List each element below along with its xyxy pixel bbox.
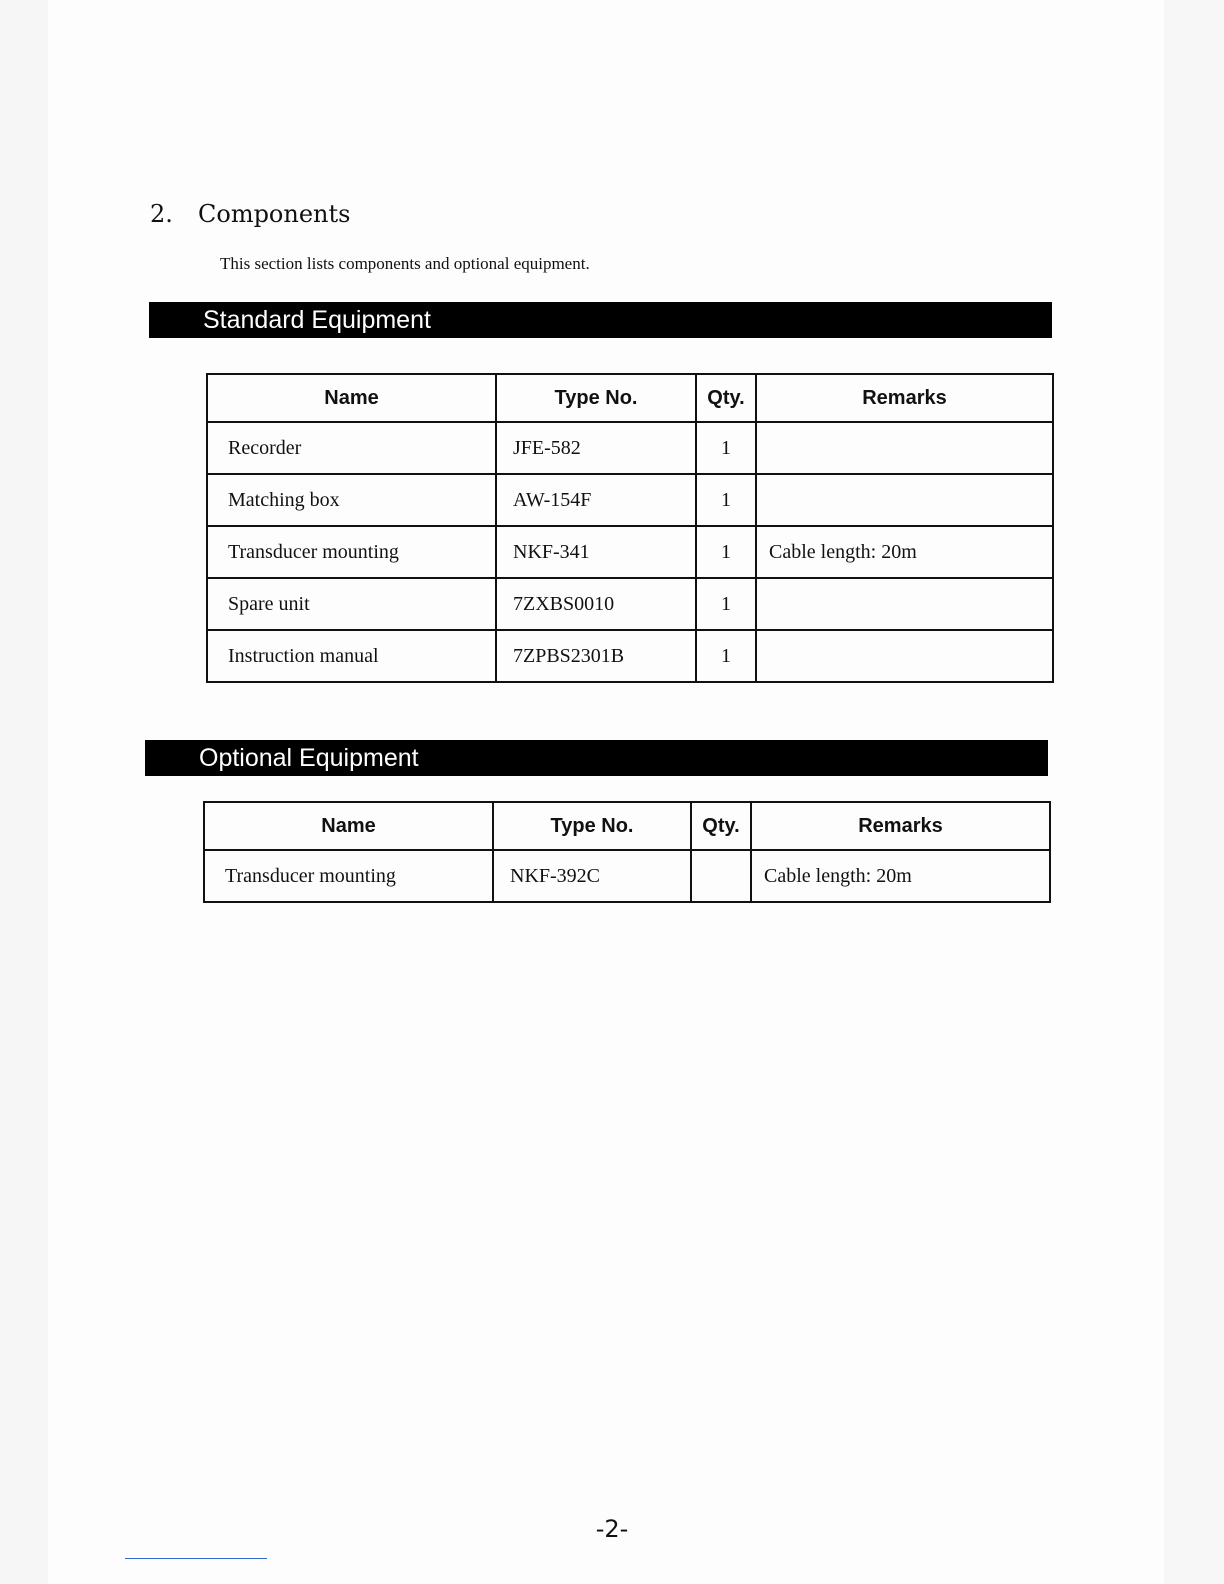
table-row [207,630,1053,682]
column-header-name: Name [204,802,493,850]
standard-equipment-title: Standard Equipment [203,306,431,334]
table-header-row [207,374,1053,422]
cell-name: Matching box [207,474,496,526]
cell-name: Recorder [207,422,496,474]
cell-type-no: JFE-582 [496,422,696,474]
cell-name: Transducer mounting [204,850,493,902]
table-row [207,578,1053,630]
bottom-rule [125,1558,267,1559]
column-header-qty: Qty. [696,374,756,422]
cell-name: Instruction manual [207,630,496,682]
page-right-edge [1164,0,1224,1584]
section-heading [150,200,350,228]
standard-equipment-table [206,373,1054,683]
cell-name: Transducer mounting [207,526,496,578]
section-number: 2. [150,200,173,228]
page-left-edge [0,0,48,1584]
cell-qty: 1 [696,630,756,682]
cell-type-no: 7ZXBS0010 [496,578,696,630]
cell-type-no: NKF-392C [493,850,691,902]
cell-qty: 1 [696,474,756,526]
optional-equipment-title: Optional Equipment [199,744,419,772]
table-row [207,474,1053,526]
cell-remarks: Cable length: 20m [751,850,1050,902]
cell-type-no: 7ZPBS2301B [496,630,696,682]
section-title: Components [198,200,351,228]
optional-equipment-banner [145,740,1048,776]
column-header-remarks: Remarks [756,374,1053,422]
cell-remarks [756,422,1053,474]
column-header-name: Name [207,374,496,422]
cell-remarks [756,630,1053,682]
optional-equipment-table [203,801,1051,903]
column-header-remarks: Remarks [751,802,1050,850]
cell-remarks [756,578,1053,630]
cell-qty: 1 [696,578,756,630]
standard-equipment-banner [149,302,1052,338]
section-intro: This section lists components and optional equipment. [220,254,590,273]
cell-qty: 1 [696,422,756,474]
page-number: -2- [595,1515,629,1543]
cell-name: Spare unit [207,578,496,630]
cell-qty [691,850,751,902]
table-header-row [204,802,1050,850]
cell-remarks: Cable length: 20m [756,526,1053,578]
cell-qty: 1 [696,526,756,578]
table-row [204,850,1050,902]
column-header-type-no: Type No. [496,374,696,422]
cell-type-no: NKF-341 [496,526,696,578]
cell-remarks [756,474,1053,526]
table-row [207,422,1053,474]
column-header-qty: Qty. [691,802,751,850]
table-row [207,526,1053,578]
cell-type-no: AW-154F [496,474,696,526]
column-header-type-no: Type No. [493,802,691,850]
